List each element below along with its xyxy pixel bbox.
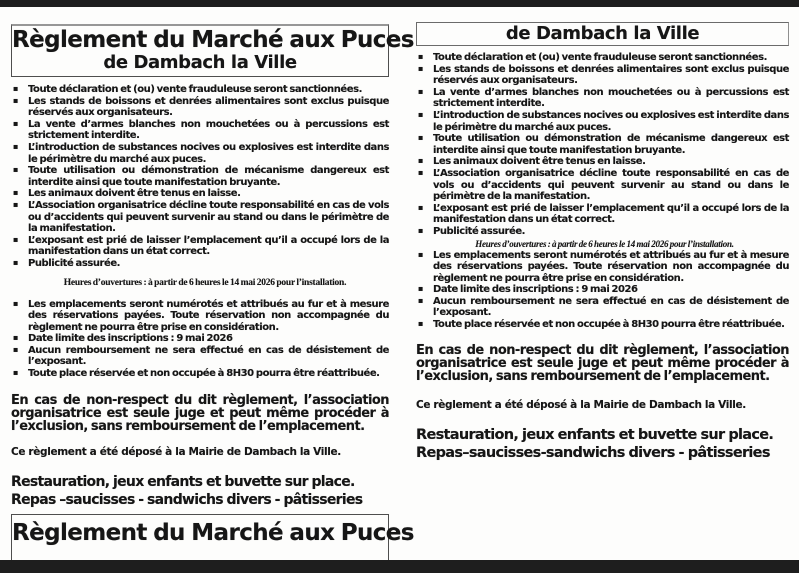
deposit-note: Ce règlement a été déposé à la Mairie de Dambach la Ville. — [11, 445, 341, 458]
document-subtitle: de Dambach la Ville — [505, 23, 700, 44]
rule-item: ▪ Date limite des inscriptions : 9 mai 2026 — [11, 333, 389, 345]
page-copy-left — [11, 0, 414, 565]
rule-item: ▪ Toute utilisation ou démonstration de mécanisme dangereux est interdite ainsi que toute manifestation bruyante. — [11, 165, 389, 188]
rules-list — [11, 84, 389, 270]
booking-rules-list — [11, 299, 389, 380]
rule-item: ▪ Date limite des inscriptions : 9 mai 2026 — [416, 284, 789, 296]
document-subtitle: de Dambach la Ville — [103, 52, 297, 73]
rule-item: ▪ Aucun remboursement ne sera effectué en cas de désistement de l’exposant. — [11, 345, 389, 368]
rule-item: ▪ L’introduction de substances nocives ou explosives est interdite dans le périmètre du marché aux puces. — [11, 142, 389, 165]
opening-hours-note: Heures d’ouvertures : à partir de 6 heures le 14 mai 2026 pour l’installation. — [63, 277, 347, 288]
rule-item: ▪ Toute déclaration et (ou) vente frauduleuse seront sanctionnées. — [11, 84, 389, 96]
next-page-title: Règlement du Marché aux Puces — [12, 519, 414, 546]
booking-rules-list — [416, 250, 789, 331]
rule-item: ▪ Publicité assurée. — [11, 258, 389, 270]
rule-item: ▪ L’exposant est prié de laisser l’emplacement qu’il a occupé lors de la manifestation dans un état correct. — [416, 203, 789, 226]
amenities-line-1: Restauration, jeux enfants et buvette sur place. — [11, 473, 355, 490]
next-page-title-box — [11, 514, 414, 565]
rule-item: ▪ Les emplacements seront numérotés et attribués au fur et à mesure des réservations payées. Toute réservation non accompagnée du règlement ne pourra être prise en considération. — [11, 299, 389, 334]
title-box — [416, 22, 789, 46]
rule-item: ▪ Les animaux doivent être tenus en laisse. — [416, 156, 789, 168]
rule-item: ▪ Publicité assurée. — [416, 226, 789, 238]
amenities-line-1: Restauration, jeux enfants et buvette sur place. — [416, 426, 774, 443]
rule-item: ▪ Les animaux doivent être tenus en laisse. — [11, 188, 389, 200]
rule-item: ▪ L’Association organisatrice décline toute responsabilité en cas de vols ou d’accidents qui peuvent survenir au stand ou dans le périmètre de la manifestation. — [416, 168, 789, 203]
rule-item: ▪ Toute place réservée et non occupée à 8H30 pourra être réattribuée. — [416, 319, 789, 331]
opening-hours-note: Heures d’ouvertures : à partir de 6 heures le 14 mai 2026 pour l’installation. — [475, 238, 734, 249]
rule-item: ▪ Toute utilisation ou démonstration de mécanisme dangereux est interdite ainsi que toute manifestation bruyante. — [416, 133, 789, 156]
title-box — [11, 24, 414, 77]
rule-item: ▪ La vente d’armes blanches non mouchetées ou à percussions est strictement interdite. — [416, 87, 789, 110]
rule-item: ▪ L’Association organisatrice décline toute responsabilité en cas de vols ou d’accidents qui peuvent survenir au stand ou dans le périmètre de la manifestation. — [11, 200, 389, 235]
page-copy-right — [416, 0, 789, 461]
rule-item: ▪ Les stands de boissons et denrées alimentaires sont exclus puisque réservés aux organisateurs. — [11, 96, 389, 119]
document-title: Règlement du Marché aux Puces — [12, 27, 414, 53]
rule-item: ▪ Toute déclaration et (ou) vente frauduleuse seront sanctionnées. — [416, 52, 789, 64]
rule-item: ▪ Les stands de boissons et denrées alimentaires sont exclus puisque réservés aux organisateurs. — [416, 64, 789, 87]
rules-list — [416, 52, 789, 238]
rule-item: ▪ La vente d’armes blanches non mouchetées ou à percussions est strictement interdite. — [11, 119, 389, 142]
rule-item: ▪ Toute place réservée et non occupée à 8H30 pourra être réattribuée. — [11, 368, 389, 380]
rule-item: ▪ Aucun remboursement ne sera effectué en cas de désistement de l’exposant. — [416, 296, 789, 319]
enforcement-paragraph: En cas de non-respect du dit règlement, l’association organisatrice est seule juge et peut même procéder à l’exclusion, sans remboursement de l’emplacement. — [416, 342, 789, 385]
enforcement-paragraph: En cas de non-respect du dit règlement, l’association organisatrice est seule juge et peut même procéder à l’exclusion, sans remboursement de l’emplacement. — [11, 392, 389, 435]
deposit-note: Ce règlement a été déposé à la Mairie de Dambach la Ville. — [416, 398, 746, 411]
rule-item: ▪ L’introduction de substances nocives ou explosives est interdite dans le périmètre du marché aux puces. — [416, 110, 789, 133]
amenities-line-2: Repas–saucisses-sandwichs divers - pâtisseries — [416, 444, 770, 461]
amenities-line-2: Repas –saucisses - sandwichs divers - pâtisseries — [11, 491, 363, 508]
scan-edge-top — [0, 0, 799, 7]
scan-edge-bottom — [0, 560, 799, 573]
rule-item: ▪ Les emplacements seront numérotés et attribués au fur et à mesure des réservations payées. Toute réservation non accompagnée du règlement ne pourra être prise en considération. — [416, 250, 789, 285]
rule-item: ▪ L’exposant est prié de laisser l’emplacement qu’il a occupé lors de la manifestation dans un état correct. — [11, 235, 389, 258]
